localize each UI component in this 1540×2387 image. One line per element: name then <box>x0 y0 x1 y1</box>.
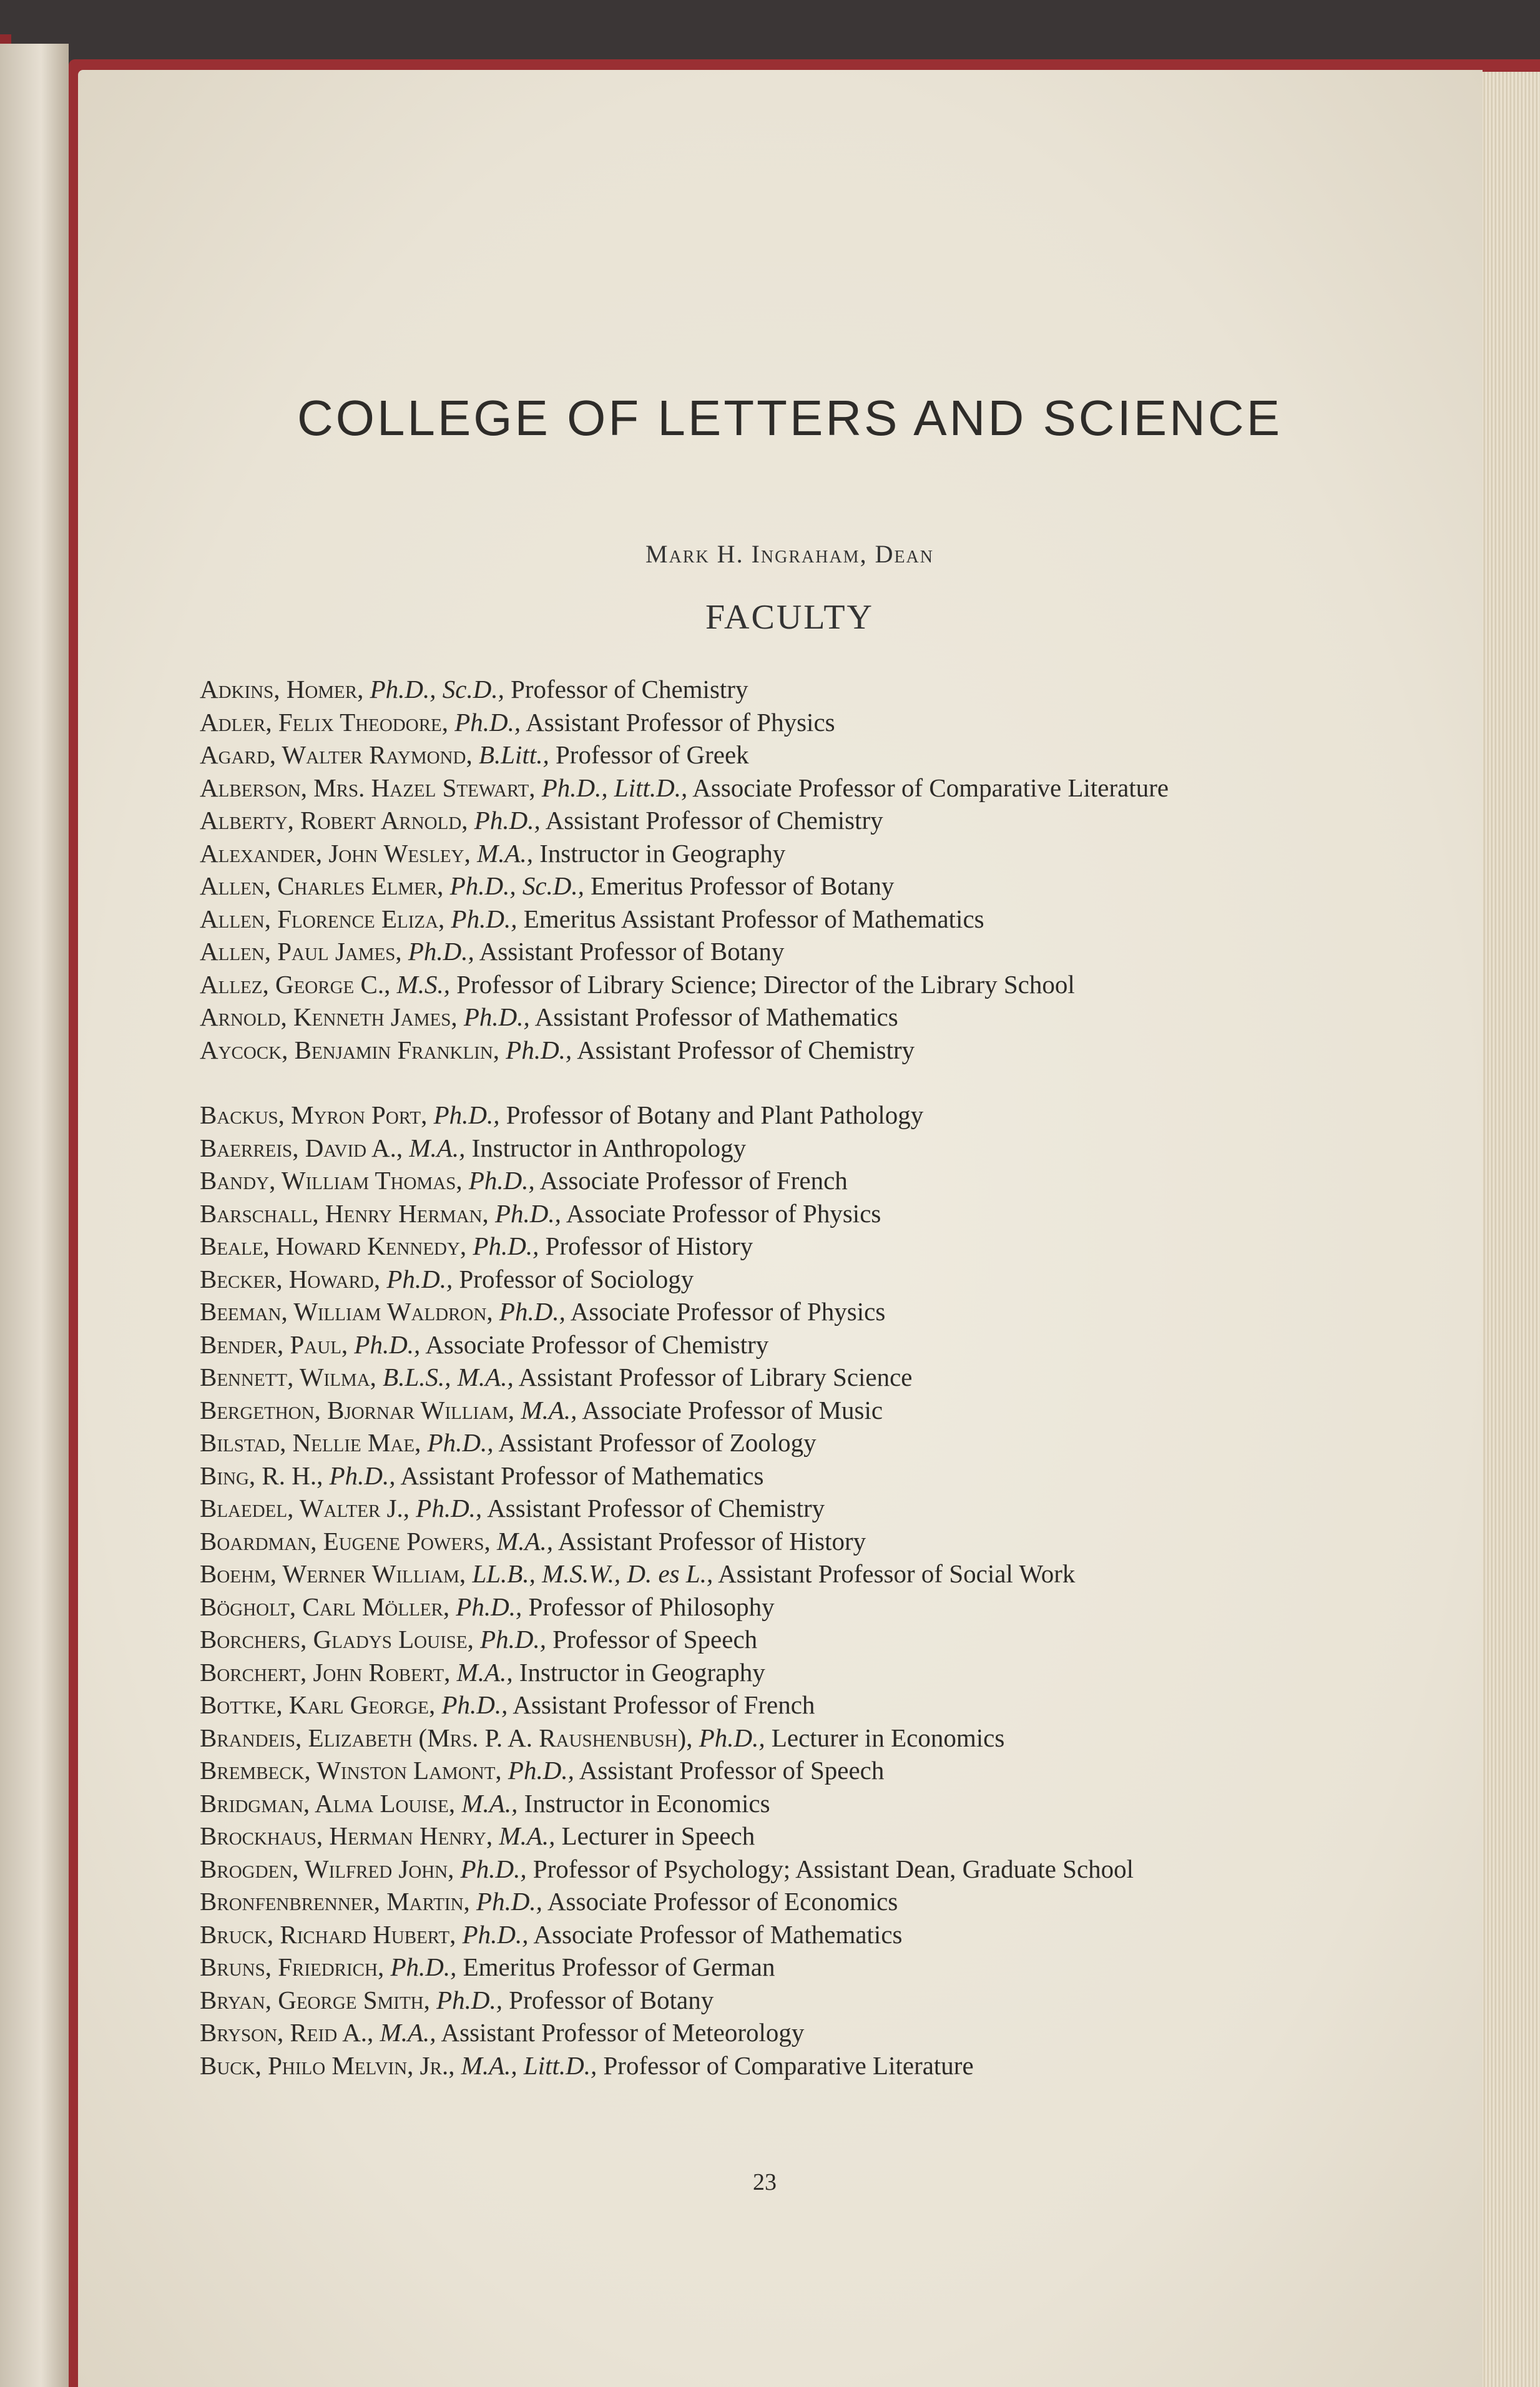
faculty-title: Professor of Greek <box>555 740 749 769</box>
faculty-entry <box>200 1132 1373 1165</box>
faculty-name: Adler, Felix Theodore, <box>200 707 449 737</box>
faculty-entry <box>200 1525 1373 1558</box>
faculty-degrees: Ph.D., <box>494 1198 561 1228</box>
faculty-title: Professor of Sociology <box>459 1264 694 1293</box>
faculty-entry <box>200 1034 1373 1067</box>
faculty-entry <box>200 1361 1373 1394</box>
section-heading: FACULTY <box>705 598 874 637</box>
faculty-degrees: M.A., <box>380 2018 436 2047</box>
faculty-title: Associate Professor of Music <box>582 1395 883 1424</box>
faculty-entry <box>200 1426 1373 1459</box>
faculty-title: Professor of Botany and Plant Pathology <box>506 1100 924 1129</box>
faculty-title: Professor of Library Science; Director of the Library School <box>456 969 1075 999</box>
faculty-entry <box>200 1099 1373 1132</box>
faculty-degrees: B.L.S., M.A., <box>383 1363 514 1391</box>
faculty-name: Arnold, Kenneth James, <box>200 1002 458 1031</box>
faculty-entry <box>200 1295 1373 1328</box>
faculty-title: Emeritus Professor of Botany <box>591 871 895 900</box>
faculty-name: Aycock, Benjamin Franklin, <box>200 1035 500 1064</box>
faculty-degrees: Ph.D., <box>499 1297 566 1326</box>
faculty-entry <box>200 772 1373 805</box>
faculty-name: Beale, Howard Kennedy, <box>200 1232 467 1260</box>
faculty-name: Beeman, William Waldron, <box>200 1297 493 1326</box>
faculty-degrees: M.S., <box>396 969 450 999</box>
faculty-title: Assistant Professor of Chemistry <box>545 806 883 835</box>
faculty-name: Boehm, Werner William, <box>200 1559 466 1588</box>
faculty-group-b <box>200 1099 1373 2082</box>
group-spacer <box>200 1066 1373 1099</box>
faculty-name: Adkins, Homer, <box>200 675 364 703</box>
faculty-entry <box>200 1328 1373 1361</box>
faculty-title: Assistant Professor of Physics <box>526 707 835 737</box>
faculty-title: Emeritus Assistant Professor of Mathematics <box>523 904 984 933</box>
faculty-title: Instructor in Anthropology <box>471 1133 747 1162</box>
faculty-title: Associate Professor of Economics <box>547 1887 898 1916</box>
faculty-degrees: Ph.D., <box>433 1100 500 1129</box>
faculty-degrees: Ph.D., <box>354 1330 421 1359</box>
faculty-entry <box>200 1689 1373 1722</box>
faculty-title: Professor of Psychology; Assistant Dean, Graduate School <box>532 1854 1134 1883</box>
faculty-entry <box>200 1918 1373 1951</box>
faculty-entry <box>200 1623 1373 1656</box>
faculty-title: Instructor in Geography <box>539 838 786 868</box>
faculty-entry <box>200 903 1373 936</box>
faculty-entry <box>200 706 1373 739</box>
faculty-name: Brandeis, Elizabeth (Mrs. P. A. Raushenbush), <box>200 1723 693 1752</box>
faculty-degrees: LL.B., M.S.W., D. es L., <box>472 1559 714 1588</box>
faculty-degrees: Ph.D., <box>474 806 541 835</box>
faculty-name: Becker, Howard, <box>200 1264 381 1293</box>
faculty-degrees: M.A., <box>409 1133 466 1162</box>
faculty-title: Associate Professor of Comparative Literature <box>692 773 1169 802</box>
faculty-degrees: Ph.D., <box>451 904 517 933</box>
faculty-name: Allez, George C., <box>200 969 391 999</box>
faculty-title: Professor of Botany <box>509 1985 714 2014</box>
faculty-name: Baerreis, David A., <box>200 1133 403 1162</box>
faculty-entry <box>200 1001 1373 1034</box>
faculty-title: Associate Professor of Mathematics <box>533 1919 903 1949</box>
faculty-degrees: M.A., Litt.D., <box>461 2051 597 2080</box>
faculty-title: Instructor in Economics <box>524 1788 770 1818</box>
faculty-name: Alexander, John Wesley, <box>200 838 471 868</box>
faculty-name: Bronfenbrenner, Martin, <box>200 1887 470 1916</box>
faculty-name: Backus, Myron Port, <box>200 1100 428 1129</box>
faculty-name: Bottke, Karl George, <box>200 1690 436 1719</box>
faculty-title: Lecturer in Economics <box>771 1723 1005 1752</box>
faculty-entry <box>200 1197 1373 1230</box>
faculty-degrees: Ph.D., <box>416 1494 483 1522</box>
faculty-degrees: Ph.D., <box>460 1854 527 1883</box>
faculty-title: Professor of Comparative Literature <box>603 2051 974 2080</box>
faculty-title: Lecturer in Speech <box>561 1821 755 1850</box>
faculty-name: Alberty, Robert Arnold, <box>200 806 468 835</box>
faculty-name: Bing, R. H., <box>200 1461 323 1490</box>
faculty-name: Borchert, John Robert, <box>200 1657 451 1687</box>
faculty-degrees: Ph.D., <box>463 1002 530 1031</box>
faculty-name: Alberson, Mrs. Hazel Stewart, <box>200 773 536 802</box>
faculty-name: Bögholt, Carl Möller, <box>200 1592 450 1621</box>
faculty-title: Assistant Professor of Chemistry <box>577 1035 915 1064</box>
faculty-degrees: M.A., <box>477 838 534 868</box>
faculty-group-a <box>200 673 1373 1066</box>
faculty-name: Allen, Florence Eliza, <box>200 904 445 933</box>
faculty-title: Professor of Philosophy <box>528 1592 775 1621</box>
faculty-title: Professor of History <box>545 1232 753 1260</box>
faculty-name: Brockhaus, Herman Henry, <box>200 1821 493 1850</box>
facing-page-strip <box>0 44 69 2387</box>
faculty-title: Assistant Professor of History <box>558 1526 866 1556</box>
faculty-name: Borchers, Gladys Louise, <box>200 1625 474 1654</box>
faculty-title: Assistant Professor of Mathematics <box>534 1002 898 1031</box>
faculty-name: Boardman, Eugene Powers, <box>200 1526 491 1556</box>
faculty-entry <box>200 1951 1373 1984</box>
faculty-entry <box>200 1853 1373 1886</box>
faculty-degrees: M.A., <box>456 1657 513 1687</box>
faculty-title: Professor of Speech <box>552 1625 758 1654</box>
faculty-entry <box>200 1164 1373 1197</box>
faculty-degrees: Ph.D., <box>473 1232 539 1260</box>
faculty-degrees: Ph.D., Litt.D., <box>541 773 688 802</box>
faculty-entry <box>200 1459 1373 1492</box>
page-number: 23 <box>753 2169 777 2195</box>
faculty-entry <box>200 837 1373 870</box>
faculty-title: Assistant Professor of Social Work <box>718 1559 1076 1588</box>
faculty-name: Bennett, Wilma, <box>200 1363 376 1391</box>
faculty-entry <box>200 1492 1373 1525</box>
faculty-entry <box>200 2049 1373 2082</box>
faculty-degrees: M.A., <box>499 1821 556 1850</box>
faculty-entry <box>200 870 1373 903</box>
faculty-degrees: Ph.D., <box>476 1887 542 1916</box>
faculty-title: Associate Professor of Physics <box>570 1297 886 1326</box>
book-page <box>78 70 1483 2387</box>
faculty-degrees: Ph.D., <box>456 1592 522 1621</box>
faculty-degrees: Ph.D., <box>390 1953 457 1981</box>
faculty-degrees: B.Litt., <box>478 740 549 769</box>
faculty-degrees: Ph.D., Sc.D., <box>370 675 504 703</box>
faculty-entry <box>200 968 1373 1001</box>
faculty-degrees: Ph.D., <box>480 1625 546 1654</box>
page-title: COLLEGE OF LETTERS AND SCIENCE <box>297 390 1283 446</box>
faculty-entry <box>200 1263 1373 1296</box>
faculty-entry <box>200 1820 1373 1853</box>
faculty-entry <box>200 673 1373 706</box>
faculty-entry <box>200 1754 1373 1787</box>
faculty-name: Barschall, Henry Herman, <box>200 1198 489 1228</box>
faculty-name: Bandy, William Thomas, <box>200 1166 463 1195</box>
faculty-name: Buck, Philo Melvin, Jr., <box>200 2051 455 2080</box>
faculty-degrees: M.A., <box>497 1526 553 1556</box>
faculty-title: Instructor in Geography <box>519 1657 765 1687</box>
faculty-name: Allen, Paul James, <box>200 937 402 966</box>
faculty-degrees: Ph.D., <box>508 1756 574 1785</box>
faculty-entry <box>200 738 1373 772</box>
faculty-entry <box>200 1984 1373 2017</box>
faculty-degrees: M.A., <box>521 1395 577 1424</box>
faculty-degrees: Ph.D., <box>468 1166 535 1195</box>
faculty-name: Bryan, George Smith, <box>200 1985 430 2014</box>
faculty-title: Assistant Professor of Botany <box>479 937 785 966</box>
faculty-degrees: Ph.D., <box>441 1690 508 1719</box>
faculty-name: Bilstad, Nellie Mae, <box>200 1428 421 1457</box>
faculty-list <box>200 673 1373 2082</box>
faculty-entry <box>200 1557 1373 1591</box>
faculty-degrees: M.A., <box>461 1788 518 1818</box>
faculty-entry <box>200 1787 1373 1820</box>
faculty-title: Assistant Professor of Speech <box>579 1756 885 1785</box>
faculty-degrees: Ph.D., <box>408 937 474 966</box>
faculty-entry <box>200 1394 1373 1427</box>
faculty-entry <box>200 1591 1373 1624</box>
faculty-degrees: Ph.D., <box>329 1461 396 1490</box>
faculty-title: Professor of Chemistry <box>511 675 748 703</box>
faculty-name: Bruns, Friedrich, <box>200 1953 385 1981</box>
page-edges <box>1481 72 1540 2387</box>
faculty-title: Emeritus Professor of German <box>463 1953 775 1981</box>
faculty-title: Assistant Professor of Mathematics <box>400 1461 764 1490</box>
dean-line: Mark H. Ingraham, Dean <box>645 540 934 568</box>
faculty-name: Allen, Charles Elmer, <box>200 871 444 900</box>
faculty-title: Associate Professor of Chemistry <box>425 1330 769 1359</box>
faculty-name: Bruck, Richard Hubert, <box>200 1919 456 1949</box>
faculty-title: Assistant Professor of Meteorology <box>441 2018 805 2047</box>
faculty-name: Bergethon, Bjornar William, <box>200 1395 515 1424</box>
faculty-name: Bryson, Reid A., <box>200 2018 374 2047</box>
faculty-degrees: Ph.D., <box>699 1723 765 1752</box>
faculty-title: Assistant Professor of Chemistry <box>487 1494 825 1522</box>
faculty-name: Bender, Paul, <box>200 1330 348 1359</box>
faculty-name: Bridgman, Alma Louise, <box>200 1788 456 1818</box>
faculty-entry <box>200 804 1373 837</box>
faculty-name: Agard, Walter Raymond, <box>200 740 473 769</box>
faculty-degrees: Ph.D., <box>436 1985 503 2014</box>
faculty-degrees: Ph.D., Sc.D., <box>449 871 584 900</box>
faculty-name: Brembeck, Winston Lamont, <box>200 1756 502 1785</box>
faculty-title: Assistant Professor of Zoology <box>498 1428 817 1457</box>
faculty-entry <box>200 1722 1373 1755</box>
faculty-entry <box>200 1230 1373 1263</box>
faculty-title: Associate Professor of French <box>539 1166 848 1195</box>
faculty-degrees: Ph.D., <box>427 1428 494 1457</box>
faculty-name: Brogden, Wilfred John, <box>200 1854 454 1883</box>
faculty-degrees: Ph.D., <box>386 1264 453 1293</box>
faculty-degrees: Ph.D., <box>462 1919 529 1949</box>
faculty-title: Assistant Professor of Library Science <box>518 1363 913 1391</box>
faculty-title: Associate Professor of Physics <box>566 1198 881 1228</box>
faculty-degrees: Ph.D., <box>506 1035 572 1064</box>
faculty-entry <box>200 2016 1373 2049</box>
faculty-title: Assistant Professor of French <box>513 1690 815 1719</box>
faculty-degrees: Ph.D., <box>454 707 521 737</box>
faculty-entry <box>200 935 1373 968</box>
faculty-entry <box>200 1656 1373 1689</box>
faculty-entry <box>200 1885 1373 1918</box>
faculty-name: Blaedel, Walter J., <box>200 1494 410 1522</box>
